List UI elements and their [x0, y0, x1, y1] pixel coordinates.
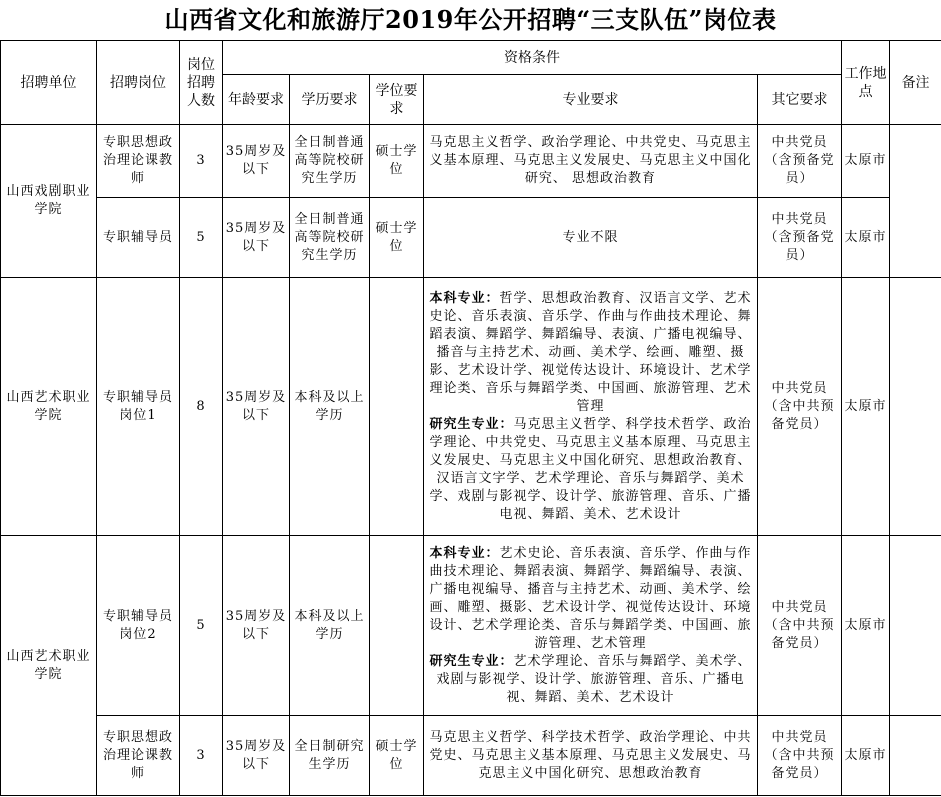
- cell-unit: 山西艺术职业学院: [1, 536, 97, 796]
- cell-count: 8: [180, 278, 223, 536]
- header-count: 岗位招聘人数: [180, 41, 223, 125]
- cell-degree: [370, 536, 424, 716]
- cell-position: 专职辅导员岗位2: [97, 536, 180, 716]
- header-qualification: 资格条件: [223, 41, 842, 75]
- cell-other: 中共党员（含中共预备党员）: [758, 716, 842, 796]
- header-other: 其它要求: [758, 75, 842, 125]
- major-postgrad-label: 研究生专业：: [429, 653, 514, 669]
- cell-other: 中共党员（含预备党员）: [758, 198, 842, 278]
- cell-age: 35周岁及以下: [223, 198, 290, 278]
- cell-education: 全日制普通高等院校研究生学历: [290, 125, 370, 198]
- cell-position: 专职思想政治理论课教师: [97, 716, 180, 796]
- header-unit: 招聘单位: [1, 41, 97, 125]
- major-undergrad-label: 本科专业：: [429, 545, 500, 561]
- cell-location: 太原市: [842, 198, 890, 278]
- header-location: 工作地点: [842, 41, 890, 125]
- cell-major: 马克思主义哲学、科学技术哲学、政治学理论、中共党史、马克思主义基本原理、马克思主义发展史、马克思主义中国化研究、思想政治教育: [424, 716, 758, 796]
- table-row: [1, 536, 941, 716]
- cell-major: 专业不限: [424, 198, 758, 278]
- cell-age: 35周岁及以下: [223, 536, 290, 716]
- cell-count: 5: [180, 198, 223, 278]
- cell-major: 马克思主义哲学、政治学理论、中共党史、马克思主义基本原理、马克思主义发展史、马克思主义中国化研究、 思想政治教育: [424, 125, 758, 198]
- cell-location: 太原市: [842, 536, 890, 716]
- cell-position: 专职辅导员岗位1: [97, 278, 180, 536]
- cell-degree: [370, 278, 424, 536]
- cell-education: 本科及以上学历: [290, 536, 370, 716]
- cell-note: [890, 536, 941, 716]
- cell-other: 中共党员（含中共预备党员）: [758, 278, 842, 536]
- header-education: 学历要求: [290, 75, 370, 125]
- table-row: [1, 278, 941, 536]
- major-undergrad: 艺术史论、音乐表演、音乐学、作曲与作曲技术理论、舞蹈表演、舞蹈学、舞蹈编导、表演、广播电视编导、播音与主持艺术、动画、美术学、绘画、雕塑、摄影、艺术设计学、视觉传达设计、环境设计、艺术学理论类、音乐与舞蹈学类、中国画、旅游管理、艺术管理: [429, 545, 752, 651]
- cell-major: [424, 278, 758, 536]
- cell-note: [890, 278, 941, 536]
- cell-education: 全日制普通高等院校研究生学历: [290, 198, 370, 278]
- cell-degree: 硕士学位: [370, 125, 424, 198]
- cell-age: 35周岁及以下: [223, 716, 290, 796]
- major-undergrad: 哲学、思想政治教育、汉语言文学、艺术史论、音乐表演、音乐学、作曲与作曲技术理论、舞蹈表演、舞蹈学、舞蹈编导、表演、广播电视编导、播音与主持艺术、动画、美术学、绘画、雕塑、摄影、艺术设计学、视觉传达设计、环境设计、艺术学理论类、音乐与舞蹈学类、中国画、旅游管理、艺术管理: [429, 290, 752, 414]
- cell-count: 3: [180, 716, 223, 796]
- cell-location: 太原市: [842, 125, 890, 198]
- table-row: [1, 125, 941, 198]
- header-position: 招聘岗位: [97, 41, 180, 125]
- cell-age: 35周岁及以下: [223, 125, 290, 198]
- page-title: 山西省文化和旅游厅2019年公开招聘“三支队伍”岗位表: [164, 5, 777, 34]
- cell-degree: 硕士学位: [370, 716, 424, 796]
- header-age: 年龄要求: [223, 75, 290, 125]
- cell-other: 中共党员（含预备党员）: [758, 125, 842, 198]
- header-note: 备注: [890, 41, 941, 125]
- major-undergrad-label: 本科专业：: [429, 290, 500, 306]
- header-degree: 学位要求: [370, 75, 424, 125]
- cell-major: [424, 536, 758, 716]
- cell-note: [890, 716, 941, 796]
- cell-count: 3: [180, 125, 223, 198]
- cell-unit: 山西艺术职业学院: [1, 278, 97, 536]
- cell-age: 35周岁及以下: [223, 278, 290, 536]
- cell-degree: 硕士学位: [370, 198, 424, 278]
- table-row: [1, 198, 941, 278]
- cell-education: 全日制研究生学历: [290, 716, 370, 796]
- header-major: 专业要求: [424, 75, 758, 125]
- cell-position: 专职思想政治理论课教师: [97, 125, 180, 198]
- cell-location: 太原市: [842, 278, 890, 536]
- table-row: [1, 716, 941, 796]
- major-postgrad: 艺术学理论、音乐与舞蹈学、美术学、戏剧与影视学、设计学、旅游管理、音乐、广播电视、舞蹈、美术、艺术设计: [436, 653, 752, 705]
- major-postgrad-label: 研究生专业：: [429, 416, 514, 432]
- cell-education: 本科及以上学历: [290, 278, 370, 536]
- header-row-1: [1, 41, 941, 75]
- cell-other: 中共党员（含中共预备党员）: [758, 536, 842, 716]
- cell-note: [890, 125, 941, 278]
- major-postgrad: 马克思主义哲学、科学技术哲学、政治学理论、中共党史、马克思主义基本原理、马克思主义发展史、马克思主义中国化研究、思想政治教育、汉语言文字学、艺术学理论、音乐与舞蹈学、美术学、戏剧与影视学、设计学、旅游管理、音乐、广播电视、舞蹈、美术、艺术设计: [429, 416, 752, 522]
- cell-location: 太原市: [842, 716, 890, 796]
- cell-count: 5: [180, 536, 223, 716]
- cell-position: 专职辅导员: [97, 198, 180, 278]
- cell-unit: 山西戏剧职业学院: [1, 125, 97, 278]
- position-table: [0, 40, 941, 796]
